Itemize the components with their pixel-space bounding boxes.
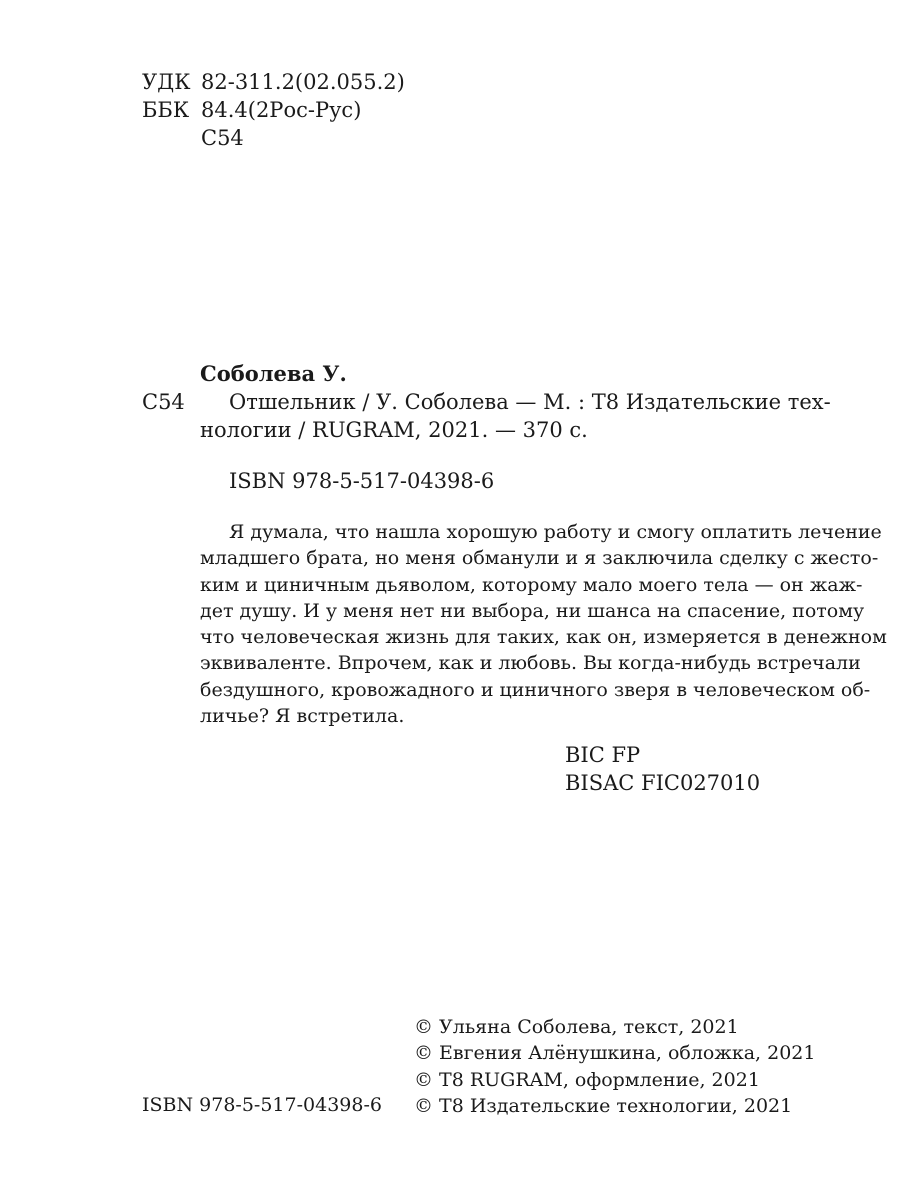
bbk-value: 84.4(2Рос-Рус) <box>201 98 362 122</box>
bibliographic-description <box>200 388 831 444</box>
description-line: Отшельник / У. Соболева — М. : Т8 Издательские тех- <box>229 390 831 414</box>
copyright-block <box>414 1014 815 1119</box>
copyright-line: © Ульяна Соболева, текст, 2021 <box>414 1016 739 1038</box>
annotation <box>200 519 887 729</box>
copyright-line: © Т8 Издательские технологии, 2021 <box>414 1094 793 1117</box>
catalog-isbn: ISBN 978-5-517-04398-6 <box>229 469 495 493</box>
subject-codes <box>565 741 760 797</box>
annotation-line: бездушного, кровожадного и циничного зверя в человеческом об- <box>200 678 871 701</box>
copyright-line: © Евгения Алёнушкина, обложка, 2021 <box>414 1042 816 1065</box>
catalog-author: Соболева У. <box>200 361 347 386</box>
annotation-line: личье? Я встретила. <box>200 705 405 728</box>
description-line: нологии / RUGRAM, 2021. — 370 с. <box>200 418 588 442</box>
udk-label: УДК <box>142 70 191 94</box>
annotation-line: эквиваленте. Впрочем, как и любовь. Вы когда-нибудь встречали <box>200 652 861 675</box>
bbk-row <box>142 96 405 124</box>
isbn-bottom: ISBN 978-5-517-04398-6 <box>142 1094 382 1116</box>
author-code-row <box>142 124 405 152</box>
annotation-line: Я думала, что нашла хорошую работу и смогу оплатить лечение <box>229 521 882 543</box>
annotation-line: что человеческая жизнь для таких, как он, измеряется в денежном <box>200 626 887 649</box>
annotation-line: младшего брата, но меня обманули и я заключила сделку с жесто- <box>200 547 879 570</box>
annotation-line: дет душу. И у меня нет ни выбора, ни шанса на спасение, потому <box>200 599 865 622</box>
classification-block <box>142 68 405 152</box>
udk-value: 82-311.2(02.055.2) <box>201 70 405 94</box>
bic-code: BIC FP <box>565 743 641 767</box>
udk-row <box>142 68 405 96</box>
catalog-code: С54 <box>142 390 185 414</box>
bbk-label: ББК <box>142 98 190 122</box>
annotation-line: ким и циничным дьяволом, которому мало моего тела — он жаж- <box>200 573 863 596</box>
copyright-line: © Т8 RUGRAM, оформление, 2021 <box>414 1068 760 1091</box>
bisac-code: BISAC FIC027010 <box>565 771 761 795</box>
author-code: С54 <box>201 126 244 150</box>
